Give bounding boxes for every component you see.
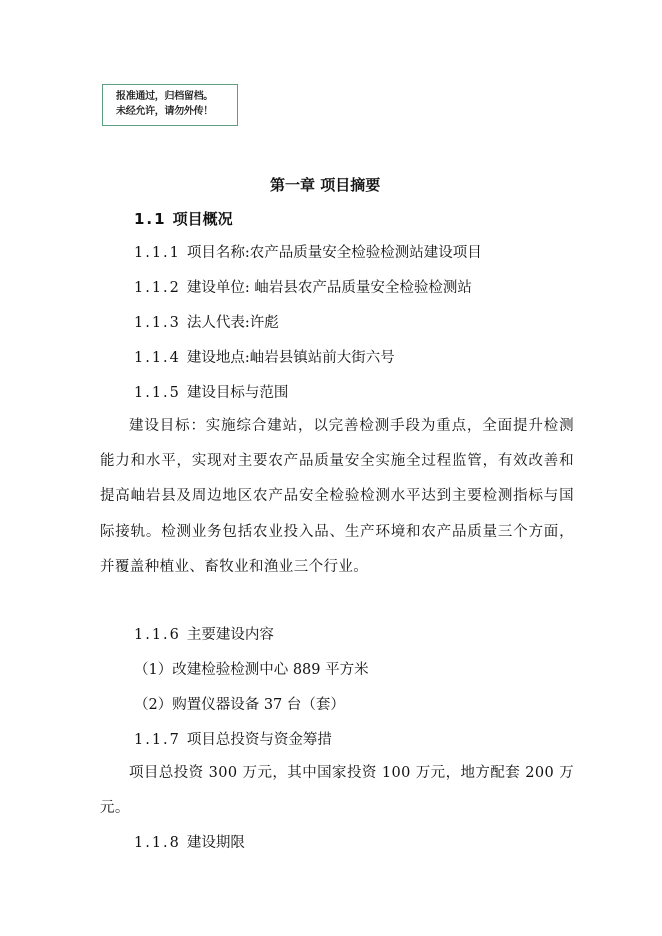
notice-line-1: 报准通过，归档留档。 [116,91,213,102]
item-project-name [134,243,482,263]
item-construction-location [134,348,395,368]
chapter-title: 第一章 项目摘要 [270,176,381,194]
item-number: 1.1.2 [134,280,181,296]
item-number: 1.1.8 [134,835,181,851]
item-main-content [134,625,274,645]
item-number: 1.1.6 [134,627,181,643]
notice-line-2: 未经允许，请勿外传！ [116,106,213,117]
construction-item-1: （1）改建检验检测中心 889 平方米 [134,662,369,678]
item-number: 1.1.7 [134,732,181,748]
item-text: 项目名称:农产品质量安全检验检测站建设项目 [186,245,482,261]
item-text: 建设期限 [186,835,245,851]
item-construction-period [134,833,245,853]
item-text: 主要建设内容 [186,627,274,643]
construction-item-2: （2）购置仪器设备 37 台（套） [134,697,345,713]
item-number: 1.1.4 [134,350,181,366]
investment-paragraph: 项目总投资 300 万元，其中国家投资 100 万元，地方配套 200 万元。 [100,765,574,817]
section-heading [134,209,233,229]
section-title: 项目概况 [172,210,233,228]
item-text: 法人代表:许彪 [186,315,279,331]
goal-paragraph: 建设目标：实施综合建站，以完善检测手段为重点，全面提升检测能力和水平，实现对主要农产品质量安全实施全过程监管，有效改善和提高岫岩县及周边地区农产品安全检验检测水平达到主要检测指标与国际接轨。检测业务包括农业投入品、生产环境和农产品质量三个方面，并覆盖种植业、畜牧业和渔业三个行业。 [100,418,574,575]
section-number: 1.1 [134,210,167,228]
item-number: 1.1.5 [134,385,181,401]
item-text: 建设单位: 岫岩县农产品质量安全检验检测站 [186,280,472,296]
item-goal-scope [134,383,288,403]
item-construction-unit [134,278,472,298]
item-legal-representative [134,313,279,333]
item-text: 建设目标与范围 [186,385,289,401]
item-text: 建设地点:岫岩县镇站前大街六号 [186,350,395,366]
item-number: 1.1.1 [134,245,181,261]
item-number: 1.1.3 [134,315,181,331]
notice-stamp-box [102,84,238,126]
item-investment [134,730,332,750]
item-text: 项目总投资与资金筹措 [186,732,332,748]
